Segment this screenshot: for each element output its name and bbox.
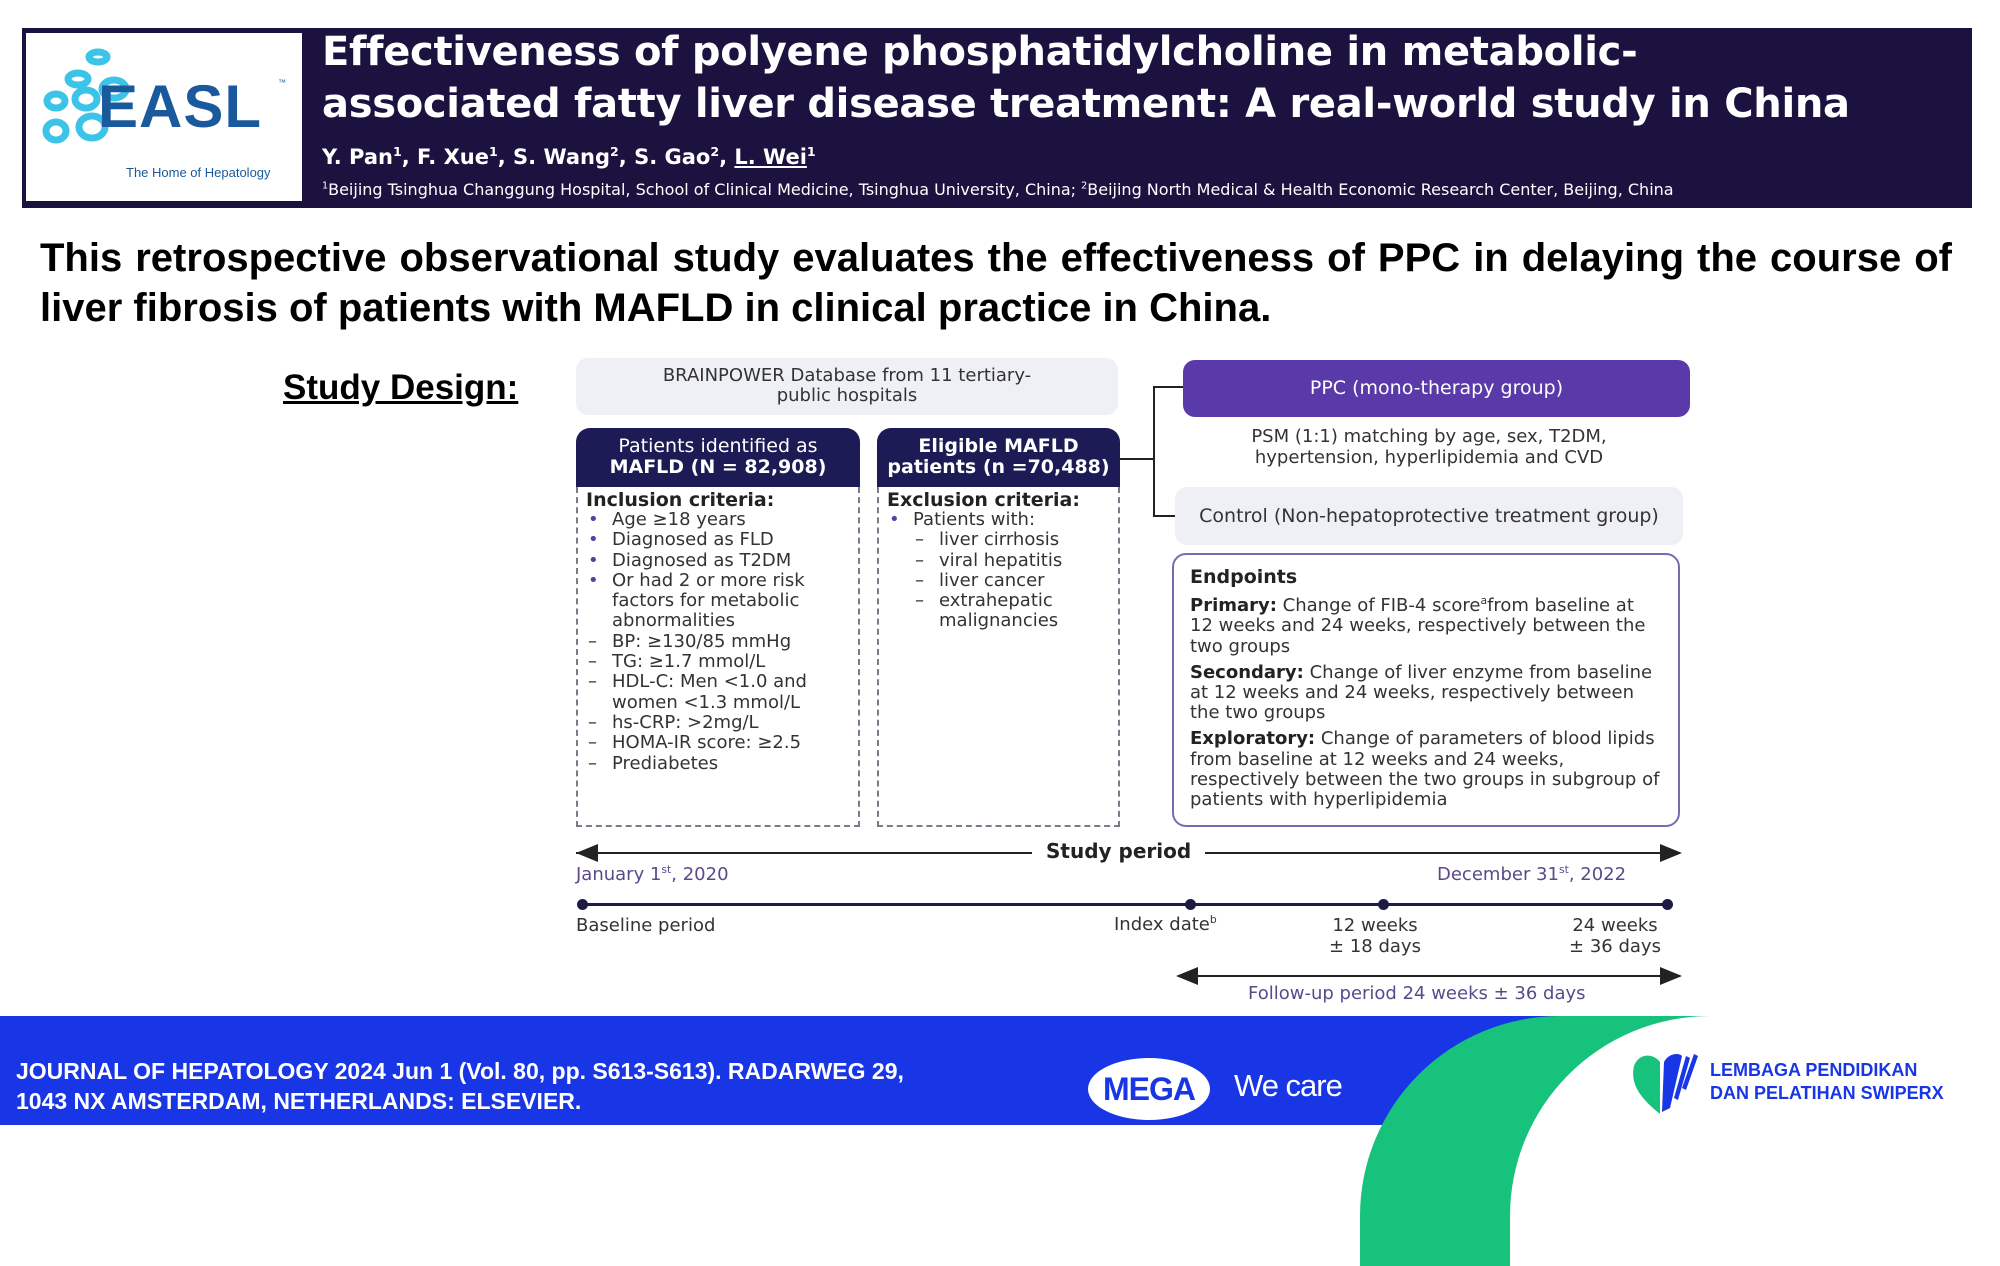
exclusion-criteria-box xyxy=(877,487,1120,827)
affiliation-2: Beijing North Medical & Health Economic Research Center, Beijing, China xyxy=(1087,180,1674,199)
endpoint-exploratory xyxy=(1190,729,1662,810)
identified-line-2: MAFLD (N = 82,908) xyxy=(609,456,827,478)
connector-line xyxy=(1153,386,1183,388)
psm-matching-text xyxy=(1175,426,1683,468)
affil-sup: 1 xyxy=(322,180,329,192)
footnote-sup: a xyxy=(1480,594,1488,608)
authors: Y. Pan$^1$, F. Xue$^1$, S. Wang$^2$, S. Gao$^2$, L. Wei$^1$ xyxy=(322,144,816,169)
intro-paragraph: This retrospective observational study evaluates the effectiveness of PPC in delaying the course of liver fibrosis of patients with MAFLD in clinical practice in China. xyxy=(40,236,1952,330)
inclusion-item-text: Or had 2 or more risk factors for metabolic abnormalities xyxy=(612,569,805,632)
title-line-2: associated fatty liver disease treatment: A real-world study in China xyxy=(322,81,1850,127)
inclusion-subitem-text: hs-CRP: >2mg/L xyxy=(612,711,759,733)
bullet-icon: • xyxy=(889,509,900,530)
mega-slogan: We care xyxy=(1234,1068,1342,1103)
dash-icon: – xyxy=(915,569,924,591)
secondary-text: Change of liver enzyme from baseline at 12 weeks and 24 weeks, respectively between the two groups xyxy=(1190,661,1653,724)
author-sup: 2 xyxy=(610,144,619,159)
week-12-line-2: ± 18 days xyxy=(1329,936,1421,957)
bullet-icon: • xyxy=(588,529,599,551)
mega-logo: MEGA xyxy=(1088,1058,1210,1120)
date-sup: st xyxy=(1558,863,1569,876)
inclusion-subitem xyxy=(586,733,850,753)
exclusion-item xyxy=(887,510,1110,632)
end-date-text: December 31 xyxy=(1437,864,1559,885)
citation-line-1: JOURNAL OF HEPATOLOGY 2024 Jun 1 (Vol. 80, pp. S613-S613). RADARWEG 29, xyxy=(16,1058,904,1084)
citation-line-2: 1043 NX AMSTERDAM, NETHERLANDS: ELSEVIER. xyxy=(16,1088,582,1114)
timeline-dot xyxy=(1662,899,1673,910)
psm-line-1: PSM (1:1) matching by age, sex, T2DM, xyxy=(1251,426,1607,447)
connector-line xyxy=(1153,386,1155,517)
dash-icon: – xyxy=(588,651,597,673)
week-12-line-1: 12 weeks xyxy=(1332,915,1418,936)
database-box xyxy=(576,358,1118,415)
exclusion-subitem-text: liver cancer xyxy=(939,569,1045,591)
affil-sup: 2 xyxy=(1081,180,1088,192)
dash-icon: – xyxy=(588,732,597,754)
database-line-2: public hospitals xyxy=(776,385,918,406)
timeline-dot xyxy=(1185,899,1196,910)
author: S. Gao xyxy=(634,145,711,169)
eligible-patients-header xyxy=(877,428,1120,487)
bullet-icon: • xyxy=(588,569,599,591)
primary-label: Primary: xyxy=(1190,595,1277,617)
affiliation-1: Beijing Tsinghua Changgung Hospital, School of Clinical Medicine, Tsinghua University, China; xyxy=(328,180,1082,199)
inclusion-subitem xyxy=(586,713,850,733)
exclusion-item-text: Patients with: xyxy=(913,509,1036,530)
poster-title xyxy=(322,26,1972,130)
week-12-label xyxy=(1320,915,1430,957)
study-period-label: Study period xyxy=(1032,839,1205,863)
inclusion-subitem-text: Prediabetes xyxy=(612,752,719,774)
psm-line-2: hypertension, hyperlipidemia and CVD xyxy=(1254,447,1604,468)
footnote-sup: b xyxy=(1209,913,1217,926)
date-sup: st xyxy=(661,863,672,876)
inclusion-item-text: Diagnosed as FLD xyxy=(612,529,774,551)
index-date-label xyxy=(1114,913,1217,935)
control-group-box: Control (Non-hepatoprotective treatment group) xyxy=(1175,487,1683,545)
week-24-label xyxy=(1560,915,1670,957)
inclusion-item xyxy=(586,530,850,550)
inclusion-subitem xyxy=(586,672,850,713)
author-sup: 1 xyxy=(488,144,498,159)
easl-wordmark: EASL xyxy=(98,73,263,140)
secondary-label: Secondary: xyxy=(1190,661,1304,683)
database-line-1: BRAINPOWER Database from 11 tertiary- xyxy=(662,365,1032,386)
connector-line xyxy=(1153,515,1175,517)
dash-icon: – xyxy=(915,549,924,571)
eligible-line-1: Eligible MAFLD xyxy=(918,435,1079,457)
start-date-year: , 2020 xyxy=(671,864,729,885)
eligible-line-2: patients (n =70,488) xyxy=(887,456,1110,478)
inclusion-item xyxy=(586,551,850,571)
swiperx-heart-icon xyxy=(1630,1048,1702,1116)
start-date-text: January 1 xyxy=(576,864,662,885)
inclusion-subitem xyxy=(586,632,850,652)
follow-up-arrow-line xyxy=(1180,975,1680,977)
inclusion-item-text: Diagnosed as T2DM xyxy=(612,549,792,571)
endpoints-title: Endpoints xyxy=(1190,566,1298,588)
inclusion-subitem-text: HOMA-IR score: ≥2.5 xyxy=(612,732,802,754)
title-line-1: Effectiveness of polyene phosphatidylcholine in metabolic- xyxy=(322,29,1638,75)
inclusion-item xyxy=(586,510,850,530)
inclusion-title: Inclusion criteria: xyxy=(586,489,775,511)
inclusion-subitem xyxy=(586,652,850,672)
endpoints-box xyxy=(1172,553,1680,827)
author-sup: 2 xyxy=(710,144,720,159)
exclusion-subitem xyxy=(913,571,1110,591)
endpoint-primary xyxy=(1190,591,1662,657)
timeline-dot xyxy=(577,899,588,910)
exclusion-subitem-text: liver cirrhosis xyxy=(939,529,1060,551)
baseline-period-label: Baseline period xyxy=(576,915,716,936)
ppc-group-box: PPC (mono-therapy group) xyxy=(1183,360,1690,417)
dash-icon: – xyxy=(588,671,597,693)
study-end-date xyxy=(1437,863,1626,885)
arrow-right-icon xyxy=(1660,844,1682,862)
identified-line-1: Patients identified as xyxy=(618,435,818,457)
author-sup: 1 xyxy=(392,144,402,159)
dash-icon: – xyxy=(588,752,597,774)
affiliations xyxy=(322,180,1674,199)
author-sup: 1 xyxy=(806,144,816,159)
author-presenting: L. Wei xyxy=(734,145,807,169)
author: S. Wang xyxy=(513,145,611,169)
exclusion-title: Exclusion criteria: xyxy=(887,489,1080,511)
primary-text: Change of FIB-4 score xyxy=(1276,595,1481,617)
inclusion-subitem-text: HDL-C: Men <1.0 and women <1.3 mmol/L xyxy=(612,671,807,713)
exploratory-text: Change of parameters of blood lipids from baseline at 12 weeks and 24 weeks, respectively between the two groups in subgroup of patients with hyperlipidemia xyxy=(1190,728,1660,811)
study-design-heading: Study Design: xyxy=(283,368,519,407)
endpoint-secondary xyxy=(1190,663,1662,724)
timeline-line xyxy=(582,903,1668,906)
primary-text-cont: from baseline at 12 weeks and 24 weeks, respectively between the two groups xyxy=(1190,595,1646,657)
inclusion-subitem xyxy=(586,754,850,774)
citation xyxy=(16,1056,904,1116)
swiperx-line-1: LEMBAGA PENDIDIKAN xyxy=(1710,1060,1918,1080)
author: Y. Pan xyxy=(322,145,393,169)
week-24-line-1: 24 weeks xyxy=(1572,915,1658,936)
identified-patients-header xyxy=(576,428,860,487)
index-date-text: Index date xyxy=(1114,914,1210,935)
exclusion-subitem xyxy=(913,530,1110,550)
timeline-dot xyxy=(1378,899,1389,910)
author: F. Xue xyxy=(417,145,489,169)
arrow-left-icon xyxy=(1176,967,1198,985)
exclusion-subitem xyxy=(913,591,1110,632)
dash-icon: – xyxy=(915,529,924,551)
inclusion-item-text: Age ≥18 years xyxy=(612,509,746,530)
inclusion-subitem-text: TG: ≥1.7 mmol/L xyxy=(612,651,766,673)
arrow-right-icon xyxy=(1660,967,1682,985)
inclusion-subitem-text: BP: ≥130/85 mmHg xyxy=(612,630,792,652)
week-24-line-2: ± 36 days xyxy=(1569,936,1661,957)
bullet-icon: • xyxy=(588,549,599,571)
swiperx-line-2: DAN PELATIHAN SWIPERX xyxy=(1710,1083,1944,1103)
exclusion-subitem-text: viral hepatitis xyxy=(939,549,1063,571)
arrow-left-icon xyxy=(576,844,598,862)
easl-tagline: The Home of Hepatology xyxy=(126,165,271,180)
swiperx-logo-text xyxy=(1710,1059,1944,1105)
end-date-year: , 2022 xyxy=(1568,864,1627,885)
trademark-symbol: ™ xyxy=(278,78,286,87)
dash-icon: – xyxy=(915,590,924,612)
exclusion-subitem xyxy=(913,551,1110,571)
bullet-icon: • xyxy=(588,509,599,530)
connector-line xyxy=(1120,458,1154,460)
dash-icon: – xyxy=(588,711,597,733)
study-start-date xyxy=(576,863,729,885)
exploratory-label: Exploratory: xyxy=(1190,728,1316,750)
inclusion-item xyxy=(586,571,850,774)
follow-up-period-label: Follow-up period 24 weeks ± 36 days xyxy=(1248,983,1586,1004)
inclusion-criteria-box xyxy=(576,487,860,827)
dash-icon: – xyxy=(588,630,597,652)
exclusion-subitem-text: extrahepatic malignancies xyxy=(939,590,1059,632)
